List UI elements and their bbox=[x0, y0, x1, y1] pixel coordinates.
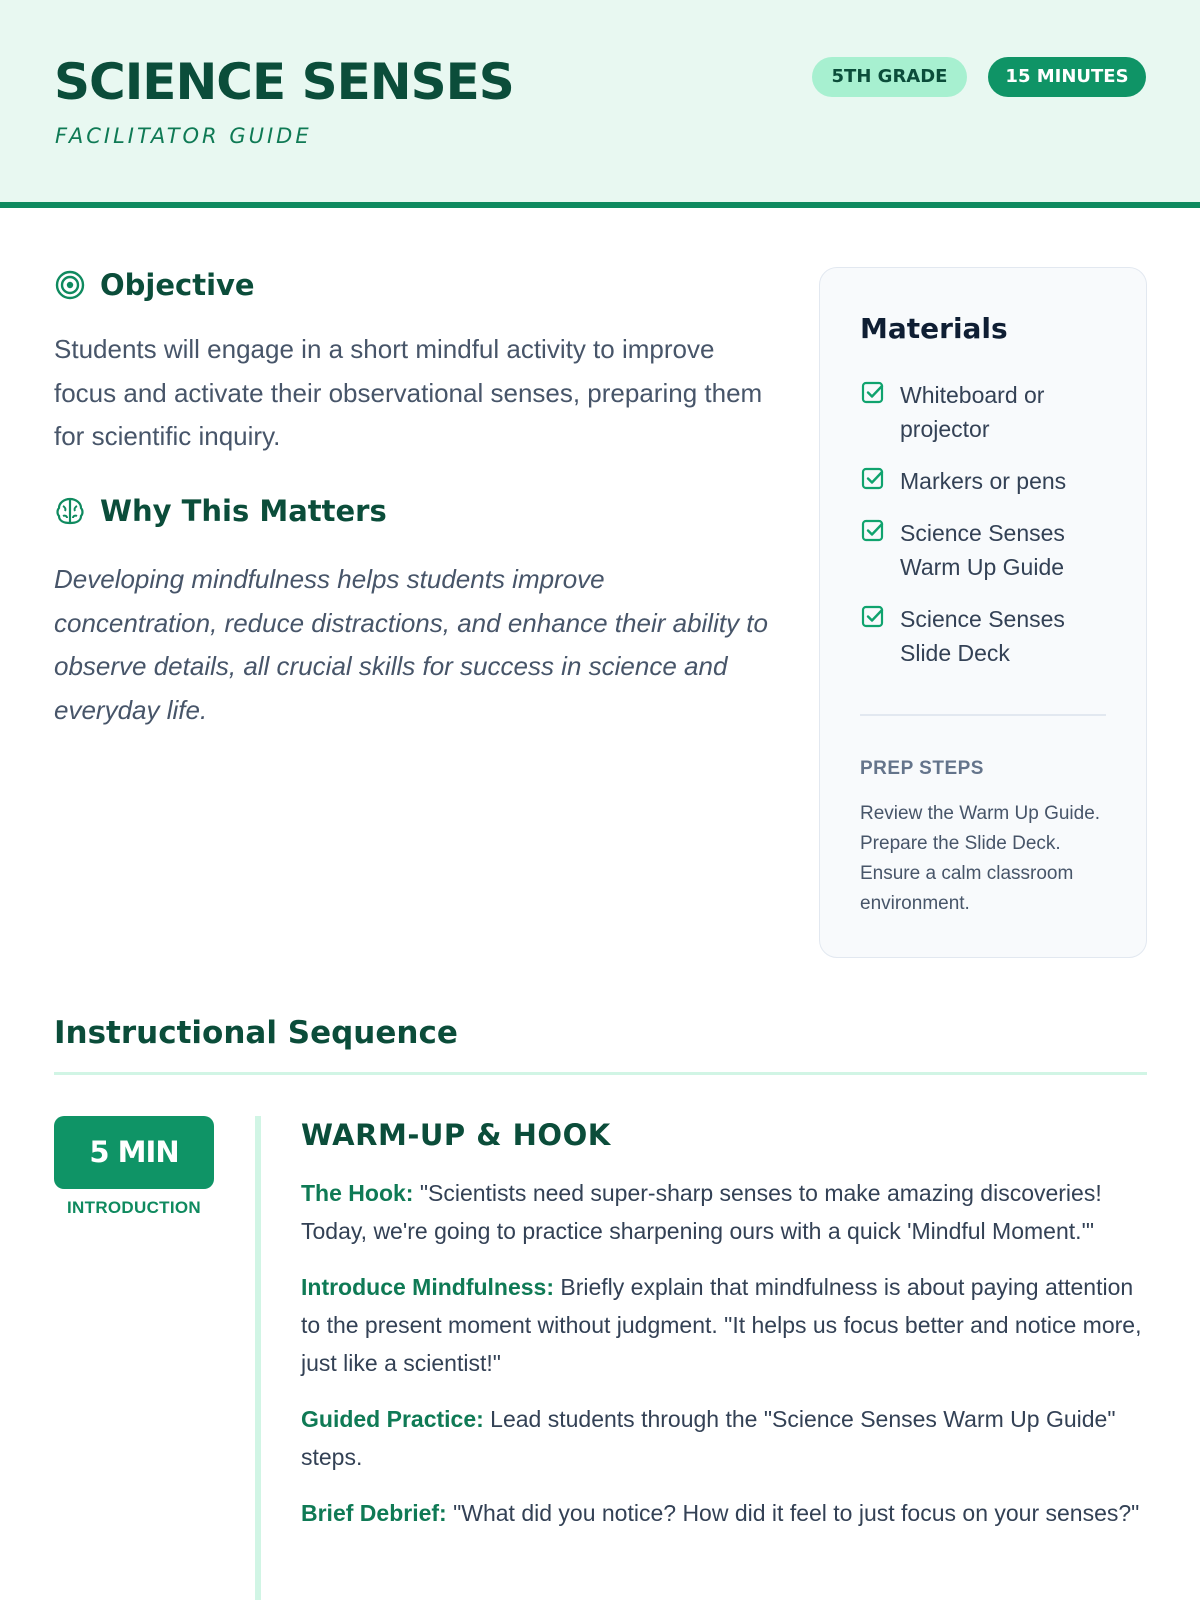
checkbox-checked-icon bbox=[860, 518, 886, 544]
page-title: SCIENCE SENSES bbox=[54, 53, 514, 111]
step-label: Brief Debrief: bbox=[301, 1500, 447, 1526]
page-subtitle: FACILITATOR GUIDE bbox=[55, 124, 312, 148]
page-header bbox=[0, 0, 1200, 208]
steps-list bbox=[301, 1174, 1151, 1550]
grade-badge: 5TH GRADE bbox=[812, 57, 967, 97]
step-text: Lead students through the "Science Senses Warm Up Guide" steps. bbox=[301, 1406, 1116, 1470]
list-item bbox=[860, 602, 1110, 670]
objective-heading-row bbox=[54, 268, 255, 302]
card-divider bbox=[860, 714, 1106, 716]
step-text: Briefly explain that mindfulness is about paying attention to the present moment without judgment. "It helps us focus better and notice more, just like a scientist!" bbox=[301, 1274, 1142, 1376]
material-label: Whiteboard or projector bbox=[900, 382, 1045, 442]
list-item bbox=[860, 378, 1110, 446]
target-icon bbox=[54, 269, 86, 301]
checkbox-checked-icon bbox=[860, 380, 886, 406]
materials-heading: Materials bbox=[860, 312, 1008, 345]
checkbox-checked-icon bbox=[860, 466, 886, 492]
list-item bbox=[301, 1174, 1151, 1250]
list-item bbox=[860, 464, 1110, 498]
list-item bbox=[301, 1400, 1151, 1476]
timeline-line bbox=[255, 1116, 261, 1600]
time-box: 5 MIN bbox=[54, 1116, 214, 1189]
prep-steps-text: Review the Warm Up Guide. Prepare the Slide Deck. Ensure a calm classroom environment. bbox=[860, 803, 1101, 914]
checkbox-checked-icon bbox=[860, 604, 886, 630]
material-label: Science Senses Warm Up Guide bbox=[900, 520, 1065, 580]
list-item bbox=[860, 516, 1110, 584]
step-label: Introduce Mindfulness: bbox=[301, 1274, 554, 1300]
sequence-divider bbox=[54, 1072, 1147, 1075]
sequence-heading: Instructional Sequence bbox=[54, 1015, 458, 1051]
why-heading: Why This Matters bbox=[100, 494, 387, 528]
step-text: "What did you notice? How did it feel to just focus on your senses?" bbox=[453, 1500, 1140, 1526]
material-label: Markers or pens bbox=[900, 468, 1067, 494]
objective-heading: Objective bbox=[100, 268, 255, 302]
step-label: The Hook: bbox=[301, 1180, 414, 1206]
materials-list bbox=[860, 378, 1110, 688]
materials-card bbox=[819, 267, 1147, 958]
list-item bbox=[301, 1494, 1151, 1532]
prep-steps-heading: PREP STEPS bbox=[860, 758, 984, 779]
list-item bbox=[301, 1268, 1151, 1382]
material-label: Science Senses Slide Deck bbox=[900, 606, 1065, 666]
block-title: WARM-UP & HOOK bbox=[301, 1118, 611, 1152]
step-text: "Scientists need super-sharp senses to make amazing discoveries! Today, we're going to practice sharpening ours with a quick 'Mindful Moment.'" bbox=[301, 1180, 1102, 1244]
step-label: Guided Practice: bbox=[301, 1406, 484, 1432]
duration-badge: 15 MINUTES bbox=[988, 57, 1146, 97]
objective-text: Students will engage in a short mindful activity to improve focus and activate their observational senses, preparing them for scientific inquiry. bbox=[54, 334, 763, 451]
brain-icon bbox=[54, 495, 86, 527]
why-text: Developing mindfulness helps students improve concentration, reduce distractions, and enhance their ability to observe details, all crucial skills for success in science and everyday life. bbox=[54, 564, 768, 725]
phase-label: INTRODUCTION bbox=[67, 1198, 201, 1217]
why-heading-row bbox=[54, 494, 387, 528]
